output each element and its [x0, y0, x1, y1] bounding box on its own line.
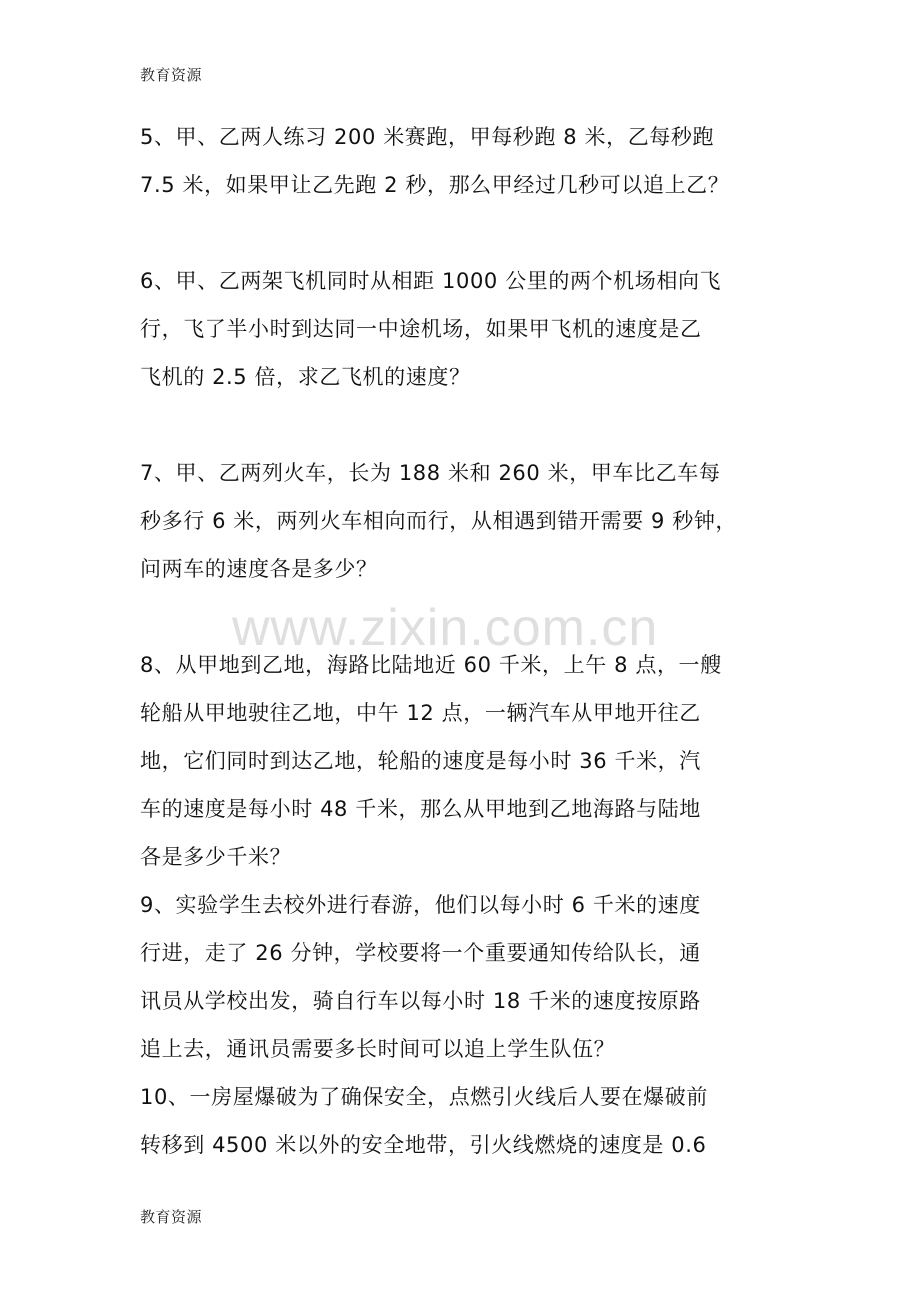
page-header-label: 教育资源 — [140, 66, 203, 84]
problem-7 — [140, 449, 780, 593]
problem-line: 7、甲、乙两列火车，长为 188 米和 260 米，甲车比乙车每 — [140, 461, 721, 485]
problem-line: 地，它们同时到达乙地，轮船的速度是每小时 36 千米，汽 — [140, 749, 701, 773]
problem-line: 问两车的速度各是多少？ — [140, 557, 378, 581]
problem-line: 行进，走了 26 分钟，学校要将一个重要通知传给队长，通 — [140, 941, 701, 965]
problem-line: 5、甲、乙两人练习 200 米赛跑，甲每秒跑 8 米，乙每秒跑 — [140, 125, 715, 149]
problem-line: 追上去，通讯员需要多长时间可以追上学生队伍？ — [140, 1037, 616, 1061]
problem-6 — [140, 257, 780, 401]
problem-5 — [140, 113, 780, 209]
problem-line: 轮船从甲地驶往乙地，中午 12 点，一辆汽车从甲地开往乙 — [140, 701, 701, 725]
problem-line: 9、实验学生去校外进行春游，他们以每小时 6 千米的速度 — [140, 893, 701, 917]
problem-line: 秒多行 6 米，两列火车相向而行，从相遇到错开需要 9 秒钟， — [140, 509, 738, 533]
problem-10 — [140, 1073, 780, 1169]
page-footer-label: 教育资源 — [140, 1208, 203, 1226]
problem-line: 飞机的 2.5 倍，求乙飞机的速度？ — [140, 365, 471, 389]
problem-9 — [140, 881, 780, 1073]
problem-line: 车的速度是每小时 48 千米，那么从甲地到乙地海路与陆地 — [140, 797, 701, 821]
problem-8 — [140, 641, 780, 881]
problem-line: 10、一房屋爆破为了确保安全，点燃引火线后人要在爆破前 — [140, 1085, 708, 1109]
problem-line: 转移到 4500 米以外的安全地带，引火线燃烧的速度是 0.6 — [140, 1133, 707, 1157]
problem-line: 7.5 米，如果甲让乙先跑 2 秒，那么甲经过几秒可以追上乙？ — [140, 173, 730, 197]
problem-line: 6、甲、乙两架飞机同时从相距 1000 公里的两个机场相向飞 — [140, 269, 722, 293]
problem-line: 8、从甲地到乙地，海路比陆地近 60 千米，上午 8 点，一艘 — [140, 653, 722, 677]
problem-line: 各是多少千米？ — [140, 845, 292, 869]
watermark: www.zixin.com.cn — [232, 599, 659, 657]
problem-line: 讯员从学校出发，骑自行车以每小时 18 千米的速度按原路 — [140, 989, 701, 1013]
problem-line: 行，飞了半小时到达同一中途机场，如果甲飞机的速度是乙 — [140, 317, 702, 341]
